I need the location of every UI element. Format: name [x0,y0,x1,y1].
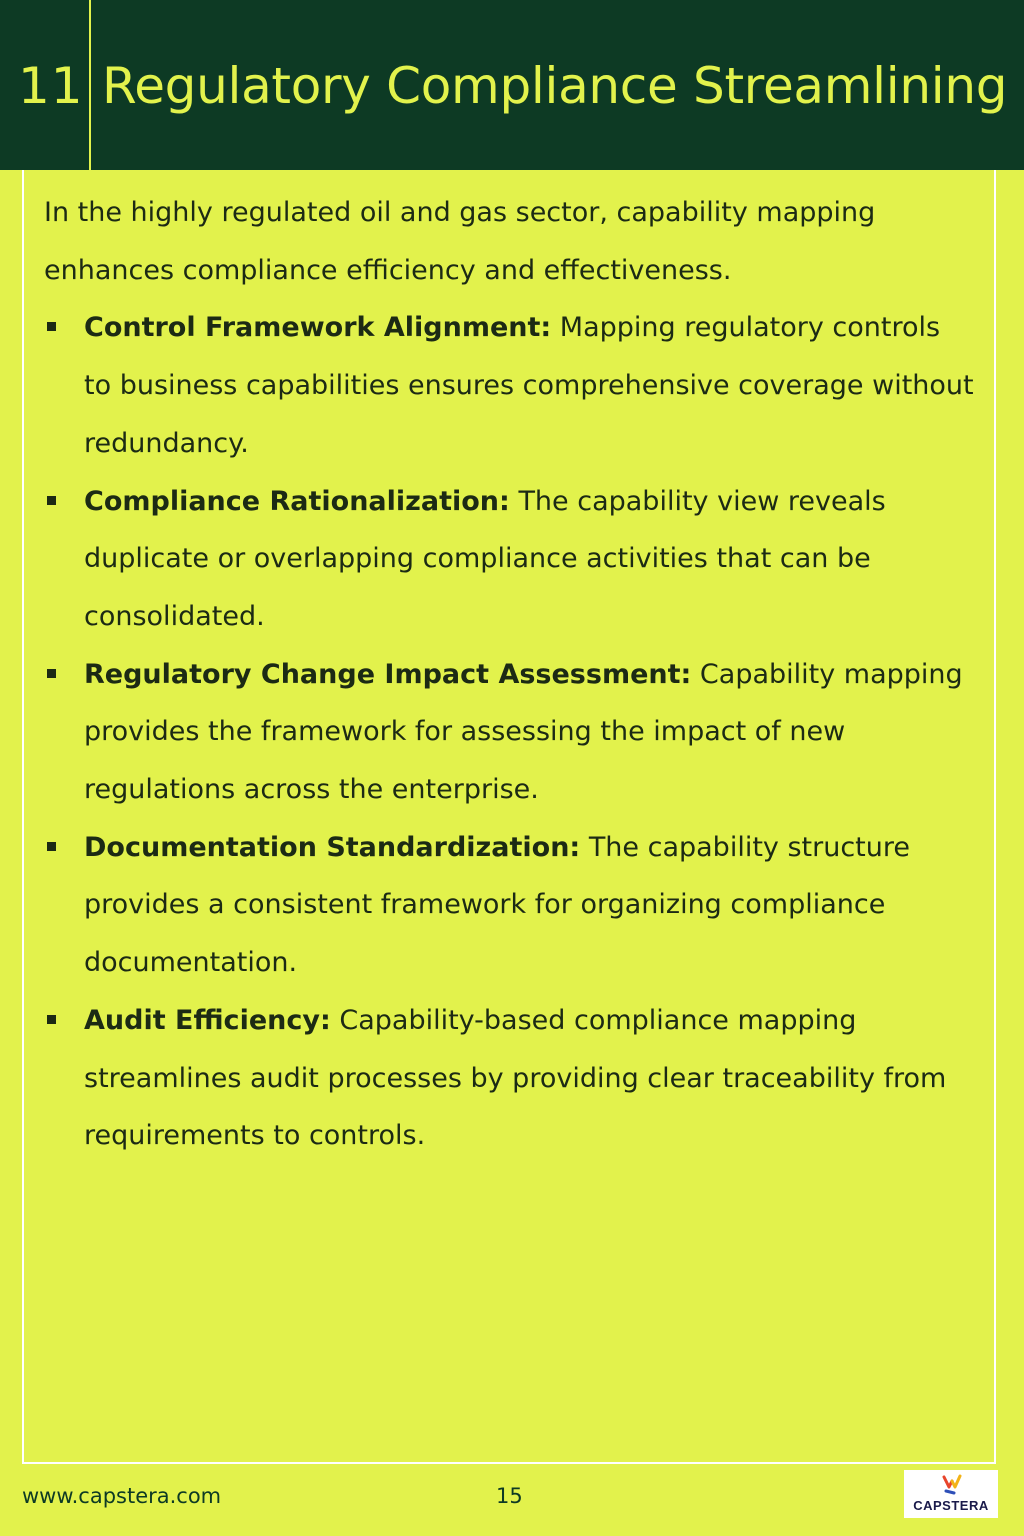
bullet-title: Audit Efficiency: [84,1004,331,1036]
bullet-audit-efficiency [44,992,974,1165]
page-number: 15 [496,1484,523,1508]
square-bullet-icon [47,669,56,678]
capstera-logo [904,1470,998,1518]
bullet-list [44,299,974,1165]
page-header [0,0,1024,170]
square-bullet-icon [47,496,56,505]
bullet-control-framework-alignment [44,299,974,472]
intro-paragraph: In the highly regulated oil and gas sector, capability mapping enhances compliance efficiency and effectiveness. [44,197,876,286]
bullet-title: Regulatory Change Impact Assessment: [84,658,692,690]
logo-text: CAPSTERA [913,1498,989,1513]
capstera-logo-icon [940,1473,964,1497]
bullet-text: Capability mapping provides the framework for assessing the impact of new regulations across the enterprise. [84,658,963,806]
bullet-title: Compliance Rationalization: [84,485,510,517]
page-title: Regulatory Compliance Streamlining [102,57,1008,115]
square-bullet-icon [47,842,56,851]
bullet-regulatory-change-impact-assessment [44,646,974,819]
bullet-text: The capability view reveals duplicate or overlapping compliance activities that can be consolidated. [84,485,886,632]
bullet-title: Control Framework Alignment: [84,312,552,344]
bullet-text: Mapping regulatory controls to business capabilities ensures comprehensive coverage without redundancy. [84,312,974,459]
square-bullet-icon [47,1015,56,1024]
square-bullet-icon [47,322,56,331]
content-body [44,184,974,1165]
bullet-documentation-standardization [44,819,974,992]
bullet-text: Capability-based compliance mapping streamlines audit processes by providing clear traceability from requirements to controls. [84,1004,947,1152]
chapter-number: 11 [18,57,84,115]
header-divider [89,0,91,170]
bullet-compliance-rationalization [44,473,974,646]
bullet-text: The capability structure provides a consistent framework for organizing compliance documentation. [84,831,911,979]
bullet-title: Documentation Standardization: [84,831,581,863]
footer-url-link[interactable]: www.capstera.com [22,1484,222,1508]
